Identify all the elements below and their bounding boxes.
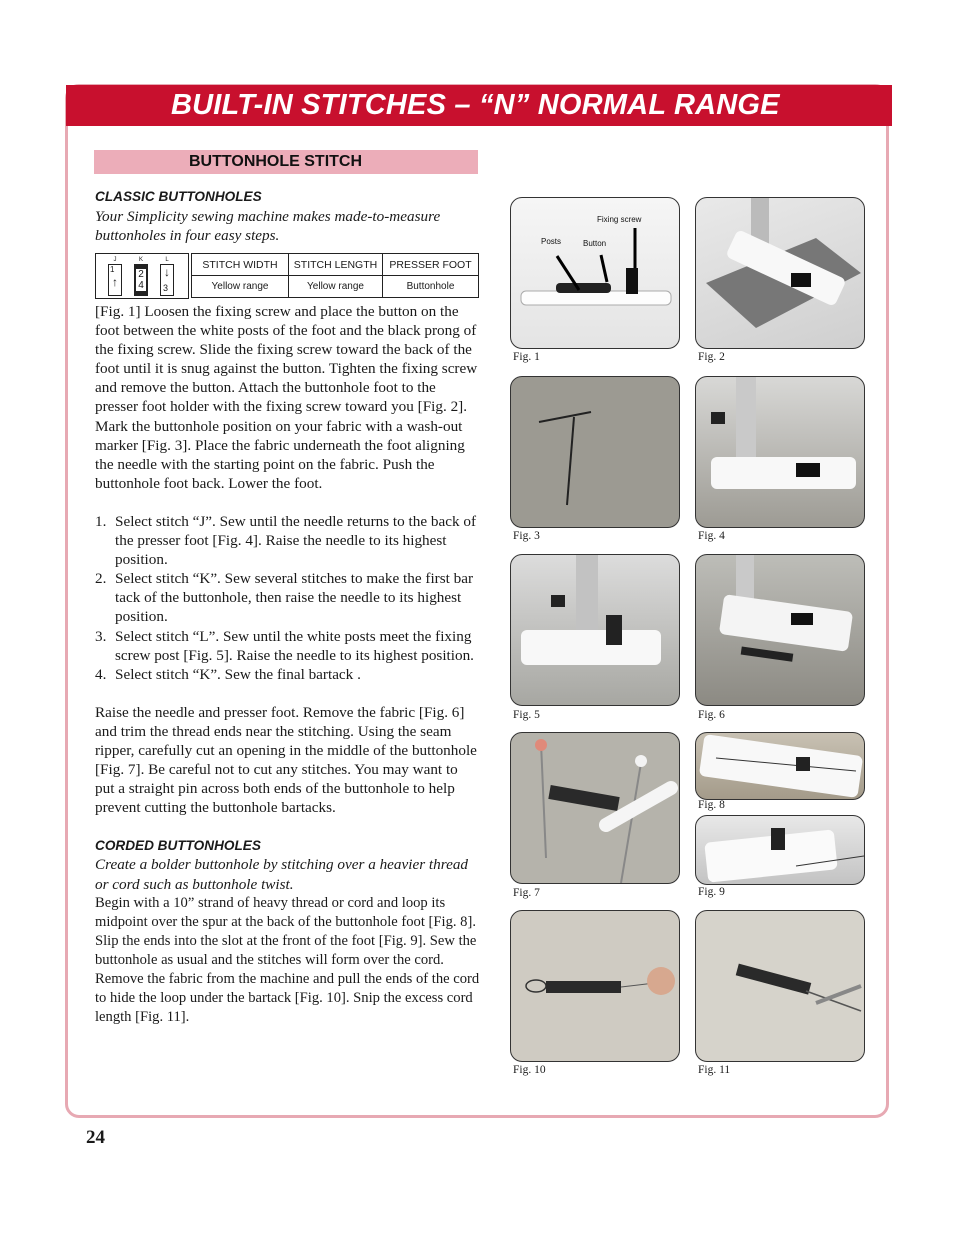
fig-1-caption: Fig. 1: [513, 351, 540, 363]
stitch-icons: [95, 253, 189, 299]
classic-intro: Your Simplicity sewing machine makes made-to-measure buttonholes in four easy steps.: [95, 208, 441, 245]
value-stitch-length: Yellow range: [289, 276, 383, 298]
fig-7-photo: [510, 732, 680, 884]
label-button: Button: [583, 239, 607, 248]
label-posts: Posts: [541, 237, 562, 246]
label-fixing-screw: Fixing screw: [597, 215, 642, 224]
page-title: BUILT-IN STITCHES – “N” NORMAL RANGE: [171, 89, 780, 121]
fig-2-photo: [695, 197, 865, 349]
classic-para-1: [Fig. 1] Loosen the fixing screw and place the button on the foot between the white posts of the foot and the black prong of the fixing screw. Slide the fixing screw toward the back of the foot until it is snug against the button. Tighten the fixing screw and remove the button. Attach the buttonhole foot to the presser foot holder with the fixing screw toward you [Fig. 2].: [95, 303, 478, 416]
fig-6-caption: Fig. 6: [698, 709, 725, 721]
value-presser-foot: Buttonhole: [383, 276, 479, 298]
fig-9-photo: [695, 815, 865, 885]
section-header: [94, 150, 478, 174]
classic-para-3: Raise the needle and presser foot. Remove the fabric [Fig. 6] and trim the thread ends near the stitching. Using the seam ripper, carefully cut an opening in the middle of the buttonhole [Fig. 7]. Be careful not to cut any stitches. You may want to put a straight pin across both ends of the buttonhole to help prevent cutting the buttonhole bartacks.: [95, 703, 477, 817]
stitch-j-icon: J 1 ↑: [108, 256, 122, 296]
header-stitch-length: STITCH LENGTH: [289, 254, 383, 276]
value-stitch-width: Yellow range: [192, 276, 289, 298]
fig-3-caption: Fig. 3: [513, 530, 540, 542]
list-item: 2. Select stitch “K”. Sew several stitches to make the first bar tack of the buttonhole, then raise the needle to its highest position.: [95, 570, 474, 626]
steps-list: [95, 512, 480, 684]
fig-3-photo: [510, 376, 680, 528]
stitch-l-icon: L ↓ 3: [160, 256, 174, 296]
classic-body: [95, 302, 480, 1027]
header-presser-foot: PRESSER FOOT: [383, 254, 479, 276]
corded-intro: Create a bolder buttonhole by stitching over a heavier thread or cord such as buttonhole twist.: [95, 856, 469, 893]
fig-1-photo: [510, 197, 680, 349]
list-item: 3. Select stitch “L”. Sew until the white posts meet the fixing screw post [Fig. 5]. Raise the needle to its highest position.: [95, 627, 474, 664]
fig-4-photo: [695, 376, 865, 528]
fig-9-caption: Fig. 9: [698, 886, 725, 898]
stitch-settings-table: [95, 253, 479, 299]
fig-8-photo: [695, 732, 865, 800]
classic-heading: CLASSIC BUTTONHOLES: [95, 189, 262, 204]
fig-2-caption: Fig. 2: [698, 351, 725, 363]
title-bar: [66, 85, 892, 126]
fig-11-photo: [695, 910, 865, 1062]
header-stitch-width: STITCH WIDTH: [192, 254, 289, 276]
classic-intro-block: [95, 187, 480, 245]
classic-para-2: Mark the buttonhole position on your fabric with a wash-out marker [Fig. 3]. Place the fabric underneath the foot aligning the needle with the starting point on the fabric. Push the buttonhole foot back. Lower the foot.: [95, 417, 465, 492]
stitch-table: [191, 253, 479, 298]
page-number: 24: [86, 1127, 105, 1148]
stitch-k-icon: K 2 4: [134, 256, 148, 296]
list-item: 1. Select stitch “J”. Sew until the needle returns to the back of the presser foot [Fig. 4]. Raise the needle to its highest position.: [95, 512, 477, 569]
corded-para: Begin with a 10” strand of heavy thread or cord and loop its midpoint over the spur at the back of the buttonhole foot [Fig. 8]. Slip the ends into the slot at the front of the foot [Fig. 9]. Sew the buttonhole as usual and the stitches will form over the cord. Remove the fabric from the machine and pull the ends of the cord to hide the loop under the bartack [Fig. 10]. Snip the excess cord length [Fig. 11].: [95, 894, 480, 1026]
fig-7-caption: Fig. 7: [513, 887, 540, 899]
list-item: 4. Select stitch “K”. Sew the final bartack .: [95, 665, 361, 683]
fig-8-caption: Fig. 8: [698, 799, 725, 811]
fig-11-caption: Fig. 11: [698, 1064, 731, 1076]
figures-area: [505, 195, 875, 1085]
fig-5-caption: Fig. 5: [513, 709, 540, 721]
fig-4-caption: Fig. 4: [698, 530, 725, 542]
fig-6-photo: [695, 554, 865, 706]
fig-10-caption: Fig. 10: [513, 1064, 546, 1076]
fig-10-photo: [510, 910, 680, 1062]
fig-5-photo: [510, 554, 680, 706]
corded-heading: CORDED BUTTONHOLES: [95, 838, 261, 854]
section-title: BUTTONHOLE STITCH: [189, 153, 363, 170]
